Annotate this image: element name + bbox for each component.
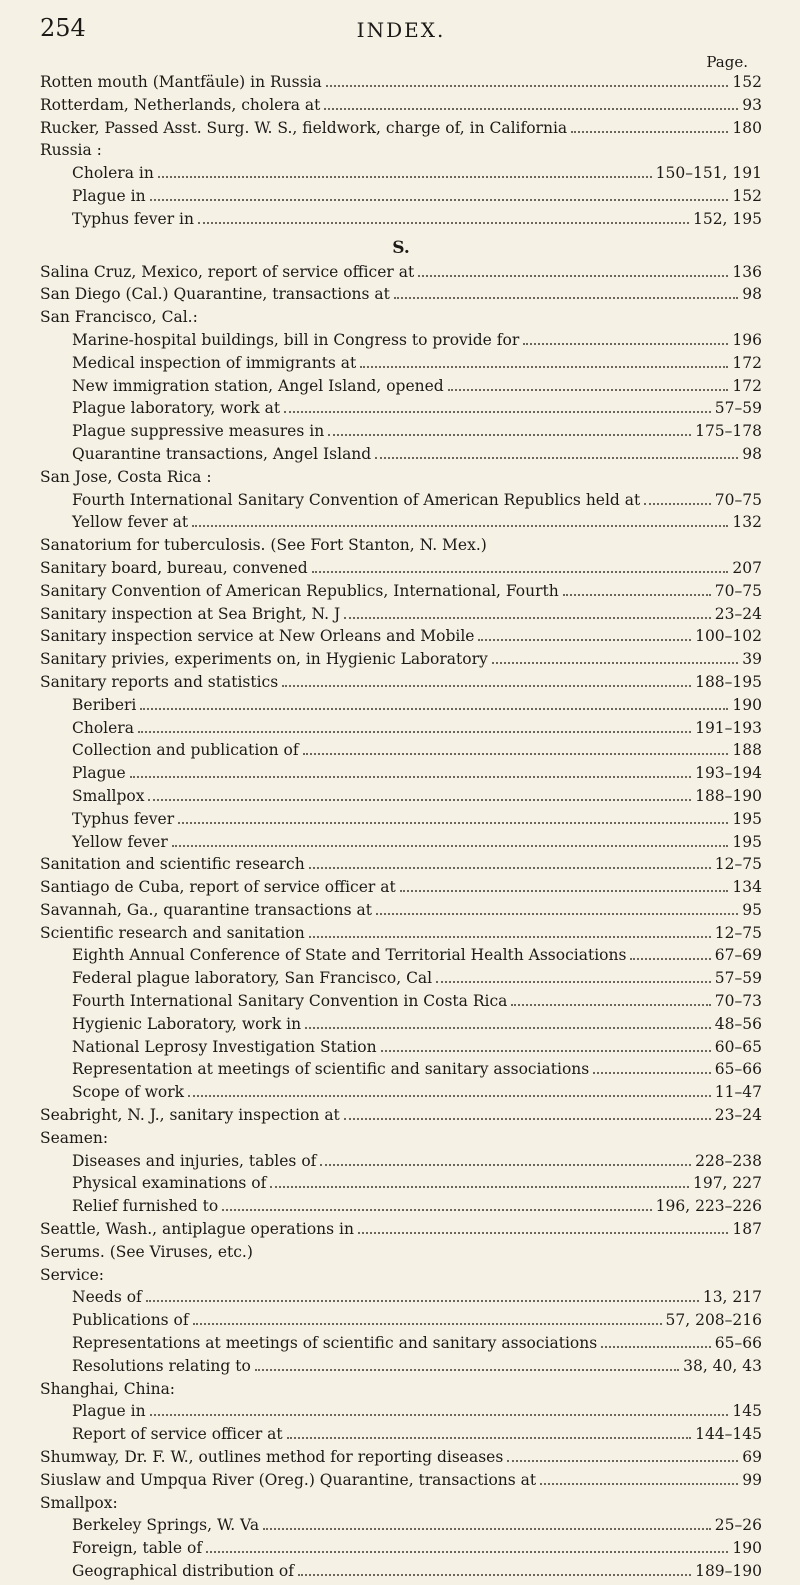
dot-leader	[507, 1460, 738, 1462]
entry-pages: 100–102	[695, 627, 762, 646]
entry-text: Foreign, table of	[72, 1539, 203, 1558]
index-subentry	[40, 1060, 762, 1083]
index-entry	[40, 468, 762, 491]
dot-leader	[303, 753, 729, 755]
entry-pages: 195	[732, 832, 762, 851]
index-subentry	[40, 1311, 762, 1334]
entry-text: Rucker, Passed Asst. Surg. W. S., fieldwork, charge of, in California	[40, 118, 568, 137]
entry-pages: 175–178	[695, 422, 762, 441]
index-subentry	[40, 1357, 762, 1380]
entry-text: Plague in	[72, 1402, 146, 1421]
page-number: 254	[40, 14, 86, 42]
entry-pages: 38, 40, 43	[683, 1356, 762, 1375]
dot-leader	[326, 85, 729, 87]
index-entry	[40, 1129, 762, 1152]
dot-leader	[376, 913, 738, 915]
entry-text: Physical examinations of	[72, 1174, 267, 1193]
index-subentry	[40, 1425, 762, 1448]
index-subentry	[40, 331, 762, 354]
entry-text: Yellow fever	[72, 832, 168, 851]
entry-text: Fourth International Sanitary Convention in Costa Rica	[72, 992, 508, 1011]
entry-text: Relief furnished to	[72, 1197, 219, 1216]
page-column-label: Page.	[706, 53, 748, 71]
entry-text: Sanatorium for tuberculosis. (See Fort Stanton, N. Mex.)	[40, 536, 487, 555]
index-subentry	[40, 1038, 762, 1061]
index-subentry	[40, 1334, 762, 1357]
dot-leader	[394, 297, 738, 299]
entry-text: Service:	[40, 1265, 104, 1284]
entry-pages: 190	[732, 1539, 762, 1558]
entry-pages: 11–47	[714, 1083, 762, 1102]
entry-pages: 70–73	[714, 992, 762, 1011]
entry-text: Savannah, Ga., quarantine transactions at	[40, 900, 372, 919]
entry-text: San Jose, Costa Rica :	[40, 467, 212, 486]
entry-pages: 65–66	[714, 1060, 762, 1079]
entry-pages: 187	[732, 1220, 762, 1239]
dot-leader	[150, 1414, 729, 1416]
entry-text: Sanitation and scientific research	[40, 855, 305, 874]
entry-text: Representations at meetings of scientific and sanitary associations	[72, 1334, 598, 1353]
entry-pages: 189–190	[695, 1562, 762, 1580]
dot-leader	[400, 890, 729, 892]
index-subentry	[40, 1197, 762, 1220]
index-entry	[40, 536, 762, 559]
entry-text: Federal plague laboratory, San Francisco, Cal	[72, 969, 433, 988]
entry-pages: 98	[742, 285, 762, 304]
entry-pages: 195	[732, 809, 762, 828]
dot-leader	[188, 1095, 711, 1097]
entry-pages: 172	[732, 353, 762, 372]
entry-text: Smallpox	[72, 786, 145, 805]
entry-text: Sanitary inspection service at New Orleans and Mobile	[40, 627, 475, 646]
entry-text: Plague in	[72, 186, 146, 205]
entry-pages: 57–59	[714, 969, 762, 988]
entry-pages: 93	[742, 95, 762, 114]
dot-leader	[448, 389, 729, 391]
dot-leader	[298, 1574, 691, 1576]
index-subentry	[40, 719, 762, 742]
entry-pages: 23–24	[714, 604, 762, 623]
entry-pages: 188–190	[695, 786, 762, 805]
entry-text: Geographical distribution of	[72, 1562, 294, 1580]
index-entry	[40, 96, 762, 119]
dot-leader	[344, 1118, 711, 1120]
entry-pages: 152	[732, 73, 762, 91]
index-entry	[40, 650, 762, 673]
entry-text: San Francisco, Cal.:	[40, 308, 198, 327]
entry-pages: 25–26	[714, 1516, 762, 1535]
index-subentry	[40, 377, 762, 400]
dot-leader	[523, 343, 728, 345]
index-subentry	[40, 1083, 762, 1106]
entry-pages: 152	[732, 186, 762, 205]
dot-leader	[263, 1528, 711, 1530]
index-entry	[40, 855, 762, 878]
dot-leader	[644, 503, 711, 505]
index-entry	[40, 924, 762, 947]
index-subentry	[40, 422, 762, 445]
dot-leader	[192, 525, 728, 527]
entry-text: Shumway, Dr. F. W., outlines method for reporting diseases	[40, 1448, 504, 1467]
index-subentry	[40, 741, 762, 764]
entry-text: Yellow fever at	[72, 513, 189, 532]
entry-pages: 57, 208–216	[665, 1311, 762, 1330]
entry-text: Marine-hospital buildings, bill in Congress to provide for	[72, 330, 520, 349]
index-subentry	[40, 946, 762, 969]
entry-pages: 188–195	[695, 672, 762, 691]
index-subentry	[40, 491, 762, 514]
entry-pages: 57–59	[714, 399, 762, 418]
entry-text: Shanghai, China:	[40, 1379, 176, 1398]
dot-leader	[255, 1369, 679, 1371]
index-entry	[40, 901, 762, 924]
dot-leader	[344, 617, 711, 619]
entry-pages: 197, 227	[692, 1174, 762, 1193]
entry-text: Sanitary privies, experiments on, in Hygienic Laboratory	[40, 650, 488, 669]
index-entry	[40, 559, 762, 582]
entry-text: Collection and publication of	[72, 741, 299, 760]
index-subentry	[40, 696, 762, 719]
entry-text: Plague laboratory, work at	[72, 399, 281, 418]
entry-text: Seabright, N. J., sanitary inspection at	[40, 1106, 340, 1125]
dot-leader	[563, 594, 711, 596]
index-subentry	[40, 992, 762, 1015]
index-subentry	[40, 1015, 762, 1038]
index-subentry	[40, 354, 762, 377]
entry-text: Cholera	[72, 718, 134, 737]
entry-text: Scope of work	[72, 1083, 185, 1102]
entry-pages: 67–69	[714, 946, 762, 965]
entry-text: Sanitary reports and statistics	[40, 672, 279, 691]
entry-text: Beriberi	[72, 695, 137, 714]
index-entry	[40, 673, 762, 696]
dot-leader	[206, 1551, 728, 1553]
dot-leader	[198, 222, 689, 224]
dot-leader	[309, 867, 711, 869]
dot-leader	[328, 434, 691, 436]
dot-leader	[593, 1072, 711, 1074]
dot-leader	[312, 571, 729, 573]
entry-pages: 188	[732, 741, 762, 760]
entry-pages: 145	[732, 1402, 762, 1421]
entry-pages: 99	[742, 1470, 762, 1489]
dot-leader	[158, 176, 652, 178]
entry-pages: 48–56	[714, 1014, 762, 1033]
dot-leader	[492, 662, 739, 664]
dot-leader	[140, 708, 728, 710]
dot-leader	[375, 457, 738, 459]
entry-pages: 191–193	[695, 718, 762, 737]
entry-pages: 136	[732, 262, 762, 281]
dot-leader	[309, 936, 711, 938]
entry-text: New immigration station, Angel Island, opened	[72, 376, 444, 395]
dot-leader	[130, 776, 691, 778]
index-entry	[40, 1471, 762, 1494]
index-entry	[40, 1266, 762, 1289]
entry-text: Resolutions relating to	[72, 1356, 251, 1375]
index-entry	[40, 1106, 762, 1129]
entry-pages: 190	[732, 695, 762, 714]
index-entry	[40, 1220, 762, 1243]
entry-text: Plague	[72, 764, 126, 783]
entry-text: Scientific research and sanitation	[40, 923, 305, 942]
dot-leader	[138, 731, 691, 733]
index-subentry	[40, 810, 762, 833]
index-subentry	[40, 399, 762, 422]
index-entry	[40, 1448, 762, 1471]
dot-leader	[287, 1437, 691, 1439]
entry-text: Siuslaw and Umpqua River (Oreg.) Quarantine, transactions at	[40, 1470, 537, 1489]
entry-pages: 180	[732, 118, 762, 137]
entry-text: Report of service officer at	[72, 1425, 283, 1444]
entry-text: Serums. (See Viruses, etc.)	[40, 1242, 253, 1261]
dot-leader	[305, 1027, 711, 1029]
entry-text: Needs of	[72, 1288, 142, 1307]
index-subentry	[40, 1539, 762, 1562]
entry-text: San Diego (Cal.) Quarantine, transactions at	[40, 285, 390, 304]
entry-text: Seamen:	[40, 1128, 109, 1147]
entry-text: Seattle, Wash., antiplague operations in	[40, 1220, 354, 1239]
dot-leader	[571, 131, 728, 133]
running-head: INDEX.	[356, 18, 446, 42]
index-subentry	[40, 164, 762, 187]
page-header	[40, 12, 762, 52]
dot-leader	[358, 1232, 728, 1234]
entry-text: Rotten mouth (Mantfäule) in Russia	[40, 73, 322, 91]
entry-pages: 69	[742, 1448, 762, 1467]
dot-leader	[360, 366, 728, 368]
index-subentry	[40, 513, 762, 536]
entry-text: Typhus fever in	[72, 209, 194, 228]
index-subentry	[40, 1516, 762, 1539]
index-entry	[40, 285, 762, 308]
dot-leader	[320, 1164, 691, 1166]
entry-pages: 70–75	[714, 490, 762, 509]
entry-pages: 95	[742, 900, 762, 919]
dot-leader	[148, 799, 691, 801]
entry-text: Medical inspection of immigrants at	[72, 353, 357, 372]
entry-pages: 132	[732, 513, 762, 532]
dot-leader	[601, 1346, 711, 1348]
dot-leader	[478, 639, 691, 641]
index-subentry	[40, 787, 762, 810]
entry-text: Sanitary board, bureau, convened	[40, 558, 308, 577]
dot-leader	[436, 981, 711, 983]
dot-leader	[222, 1209, 651, 1211]
index-subentry	[40, 1288, 762, 1311]
index-entry	[40, 878, 762, 901]
index-body	[40, 73, 762, 1585]
index-subentry	[40, 210, 762, 233]
entry-text: Russia :	[40, 141, 102, 160]
entry-pages: 152, 195	[692, 209, 762, 228]
dot-leader	[324, 108, 738, 110]
entry-text: Hygienic Laboratory, work in	[72, 1014, 302, 1033]
index-entry	[40, 1380, 762, 1403]
index-subentry	[40, 1402, 762, 1425]
entry-text: Salina Cruz, Mexico, report of service officer at	[40, 262, 415, 281]
index-entry	[40, 263, 762, 286]
index-entry	[40, 73, 762, 96]
entry-pages: 207	[732, 558, 762, 577]
entry-text: Berkeley Springs, W. Va	[72, 1516, 260, 1535]
dot-leader	[270, 1186, 689, 1188]
dot-leader	[630, 958, 710, 960]
entry-pages: 12–75	[714, 855, 762, 874]
index-entry	[40, 119, 762, 142]
entry-text: Diseases and injuries, tables of	[72, 1151, 317, 1170]
index-entry	[40, 582, 762, 605]
index-entry	[40, 1494, 762, 1517]
entry-text: Smallpox:	[40, 1493, 118, 1512]
entry-pages: 144–145	[695, 1425, 762, 1444]
entry-text: Quarantine transactions, Angel Island	[72, 444, 372, 463]
entry-text: Representation at meetings of scientific and sanitary associations	[72, 1060, 590, 1079]
entry-text: Sanitary Convention of American Republics, International, Fourth	[40, 581, 559, 600]
entry-text: Santiago de Cuba, report of service officer at	[40, 878, 396, 897]
index-entry	[40, 141, 762, 164]
entry-text: National Leprosy Investigation Station	[72, 1037, 377, 1056]
dot-leader	[282, 685, 691, 687]
entry-text: Plague suppressive measures in	[72, 422, 325, 441]
dot-leader	[178, 822, 728, 824]
index-subentry	[40, 969, 762, 992]
entry-pages: 196	[732, 330, 762, 349]
index-entry	[40, 1243, 762, 1266]
entry-pages: 134	[732, 878, 762, 897]
index-subentry	[40, 1562, 762, 1585]
dot-leader	[193, 1323, 662, 1325]
section-letter: S.	[392, 237, 410, 258]
index-subentry	[40, 1152, 762, 1175]
index-entry	[40, 627, 762, 650]
dot-leader	[540, 1483, 738, 1485]
entry-pages: 70–75	[714, 581, 762, 600]
entry-pages: 65–66	[714, 1334, 762, 1353]
entry-text: Typhus fever	[72, 809, 175, 828]
entry-pages: 23–24	[714, 1106, 762, 1125]
dot-leader	[511, 1004, 710, 1006]
index-subentry	[40, 445, 762, 468]
entry-pages: 39	[742, 650, 762, 669]
index-entry	[40, 308, 762, 331]
dot-leader	[150, 199, 729, 201]
dot-leader	[418, 275, 728, 277]
dot-leader	[284, 411, 711, 413]
entry-pages: 12–75	[714, 923, 762, 942]
entry-text: Publications of	[72, 1311, 189, 1330]
entry-text: Eighth Annual Conference of State and Territorial Health Associations	[72, 946, 627, 965]
entry-pages: 193–194	[695, 764, 762, 783]
index-subentry	[40, 833, 762, 856]
dot-leader	[146, 1300, 699, 1302]
dot-leader	[381, 1050, 711, 1052]
entry-pages: 228–238	[695, 1151, 762, 1170]
entry-pages: 13, 217	[702, 1288, 762, 1307]
entry-pages: 98	[742, 444, 762, 463]
entry-pages: 172	[732, 376, 762, 395]
entry-text: Rotterdam, Netherlands, cholera at	[40, 95, 321, 114]
entry-pages: 60–65	[714, 1037, 762, 1056]
index-subentry	[40, 187, 762, 210]
dot-leader	[172, 845, 729, 847]
entry-text: Fourth International Sanitary Convention of American Republics held at	[72, 490, 641, 509]
index-subentry	[40, 1174, 762, 1197]
index-subentry	[40, 764, 762, 787]
index-entry	[40, 605, 762, 628]
entry-text: Cholera in	[72, 164, 154, 183]
entry-pages: 196, 223–226	[655, 1197, 762, 1216]
entry-pages: 150–151, 191	[655, 164, 762, 183]
entry-text: Sanitary inspection at Sea Bright, N. J	[40, 604, 341, 623]
